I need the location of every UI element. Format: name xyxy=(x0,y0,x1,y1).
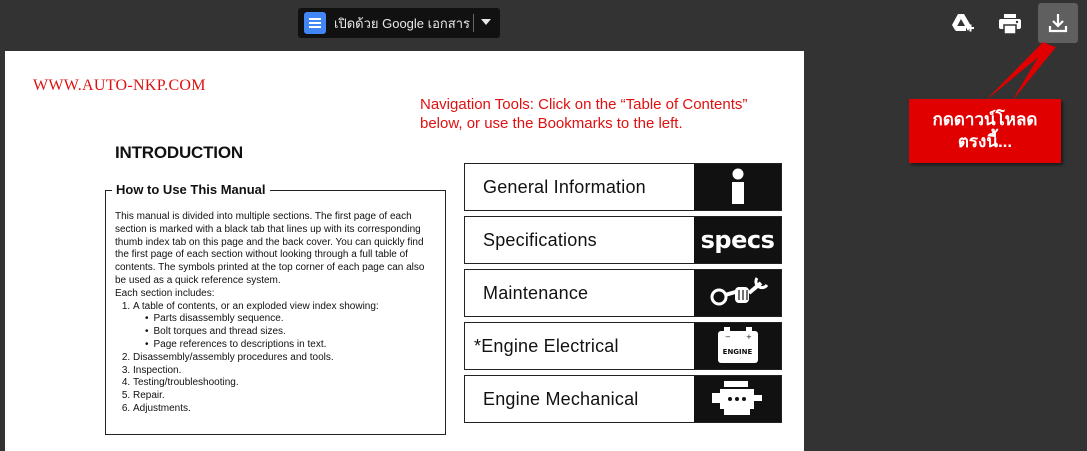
open-with-label: เปิดด้วย Google เอกสาร xyxy=(334,15,470,31)
wrench-hand-icon xyxy=(694,270,781,316)
print-button[interactable] xyxy=(992,6,1028,42)
how-to-use-title: How to Use This Manual xyxy=(112,182,270,197)
add-to-drive-button[interactable] xyxy=(944,6,980,42)
open-with-google-docs-button[interactable] xyxy=(298,8,500,38)
list-item: 1. A table of contents, or an exploded view index showing: • Parts disassembly sequence. • Bolt torques and thread sizes. • Page references to descriptions in text. xyxy=(133,301,425,352)
section-index xyxy=(464,163,782,428)
pdf-page xyxy=(5,51,804,451)
specs-icon xyxy=(694,217,781,263)
list-item: 6. Adjustments. xyxy=(133,403,425,416)
download-here-callout xyxy=(909,99,1061,163)
chevron-down-icon[interactable] xyxy=(481,19,491,25)
list-item: 3. Inspection. xyxy=(133,365,425,378)
how-to-use-box xyxy=(105,182,446,435)
google-docs-icon xyxy=(304,12,326,34)
section-tab-engine-mechanical[interactable] xyxy=(464,375,782,423)
drive-add-icon xyxy=(950,13,974,35)
engine-block-icon xyxy=(694,376,781,422)
open-with-divider xyxy=(473,14,474,32)
section-label: *Engine Electrical xyxy=(474,335,619,356)
specs-thumb-text: specs xyxy=(700,226,775,254)
svg-text:+: + xyxy=(745,333,752,341)
includes-list xyxy=(115,301,425,416)
print-icon xyxy=(999,14,1021,34)
section-tab-engine-electrical[interactable] xyxy=(464,322,782,370)
section-label: Engine Mechanical xyxy=(483,388,639,409)
list-item: • Bolt torques and thread sizes. xyxy=(145,326,425,339)
callout-line-2: ตรงนี้... xyxy=(957,132,1013,151)
engine-thumb-text: ENGINE xyxy=(722,348,753,356)
svg-text:−: − xyxy=(724,333,731,341)
section-label: Specifications xyxy=(483,229,597,250)
list-item: • Parts disassembly sequence. xyxy=(145,313,425,326)
battery-icon xyxy=(694,323,781,369)
list-item: 2. Disassembly/assembly procedures and tools. xyxy=(133,352,425,365)
list-item: 5. Repair. xyxy=(133,390,425,403)
info-i-icon xyxy=(694,164,781,210)
sub-list xyxy=(133,313,425,351)
section-tab-general-information[interactable] xyxy=(464,163,782,211)
includes-label: Each section includes: xyxy=(115,287,215,299)
section-tab-maintenance[interactable] xyxy=(464,269,782,317)
how-to-paragraph: This manual is divided into multiple sections. The first page of each section is marked with a black tab that lines up with its corresponding thumb index tab on this page and the back cover. You can quickly find the first page of each section without looking through a full table of contents. The symbols printed at the top corner of each page can also be used as a quick reference system. xyxy=(115,211,425,286)
section-label: Maintenance xyxy=(483,282,589,303)
download-button[interactable] xyxy=(1038,3,1078,43)
list-item: 4. Testing/troubleshooting. xyxy=(133,377,425,390)
how-to-use-body xyxy=(115,211,425,416)
callout-line-1: กดดาวน์โหลด xyxy=(932,110,1038,129)
page-title: INTRODUCTION xyxy=(115,143,243,162)
watermark-url: WWW.AUTO-NKP.COM xyxy=(33,77,206,94)
list-item: • Page references to descriptions in text. xyxy=(145,339,425,352)
download-icon xyxy=(1048,13,1068,33)
section-label: General Information xyxy=(483,176,646,197)
navigation-note: Navigation Tools: Click on the “Table of Contents” below, or use the Bookmarks to the left. xyxy=(420,96,748,132)
section-tab-specifications[interactable] xyxy=(464,216,782,264)
